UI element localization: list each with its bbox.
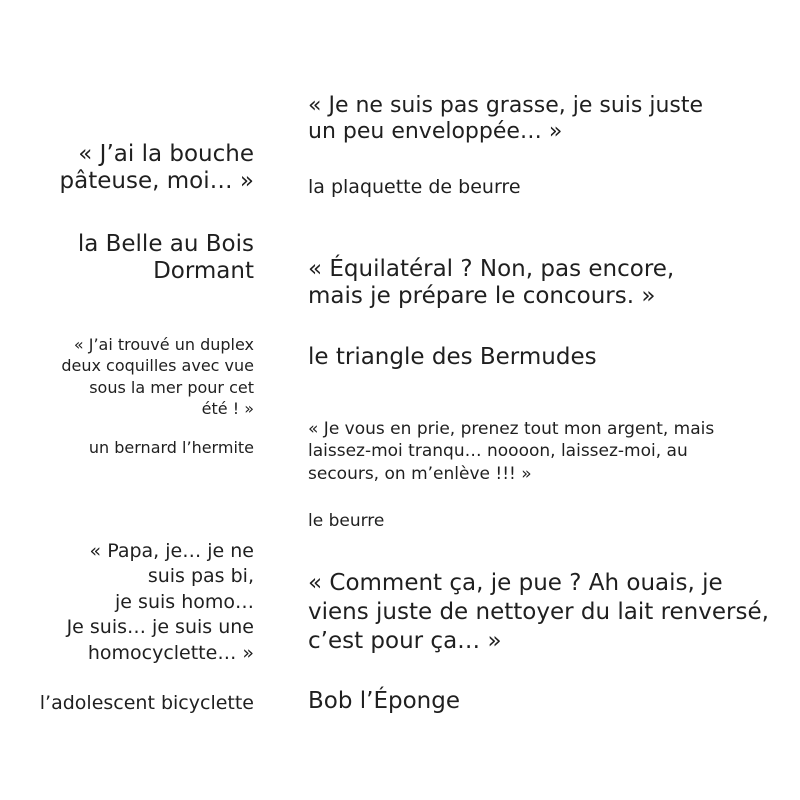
quote-hermit-crab: « J’ai trouvé un duplex deux coquilles avec vue sous la mer pour cet été ! » [61, 335, 254, 419]
speaker-bicycle: l’adolescent bicyclette [39, 692, 254, 714]
quote-butter: « Je vous en prie, prenez tout mon argent, mais laissez-moi tranqu… noooon, laissez-moi, au secours, on m’enlève !!! » [308, 419, 715, 484]
quote-sleeping-beauty: « J’ai la bouche pâteuse, moi… » [59, 141, 254, 195]
speaker-butter-slab: la plaquette de beurre [308, 176, 521, 198]
speaker-bermuda-triangle: le triangle des Bermudes [308, 344, 597, 370]
speaker-sponge: Bob l’Éponge [308, 688, 460, 714]
quote-sponge: « Comment ça, je pue ? Ah ouais, je viens juste de nettoyer du lait renversé, c’est pour ça… » [308, 570, 769, 655]
speaker-hermit-crab: un bernard l’hermite [88, 438, 254, 457]
quote-butter-slab: « Je ne suis pas grasse, je suis juste un peu enveloppée… » [308, 93, 704, 144]
speaker-butter: le beurre [308, 511, 385, 531]
quote-bermuda-triangle: « Équilatéral ? Non, pas encore, mais je prépare le concours. » [308, 256, 675, 310]
quote-bicycle: « Papa, je… je ne suis pas bi, je suis homo… Je suis… je suis une homocyclette… » [66, 540, 254, 664]
speaker-sleeping-beauty: la Belle au Bois Dormant [77, 231, 254, 285]
